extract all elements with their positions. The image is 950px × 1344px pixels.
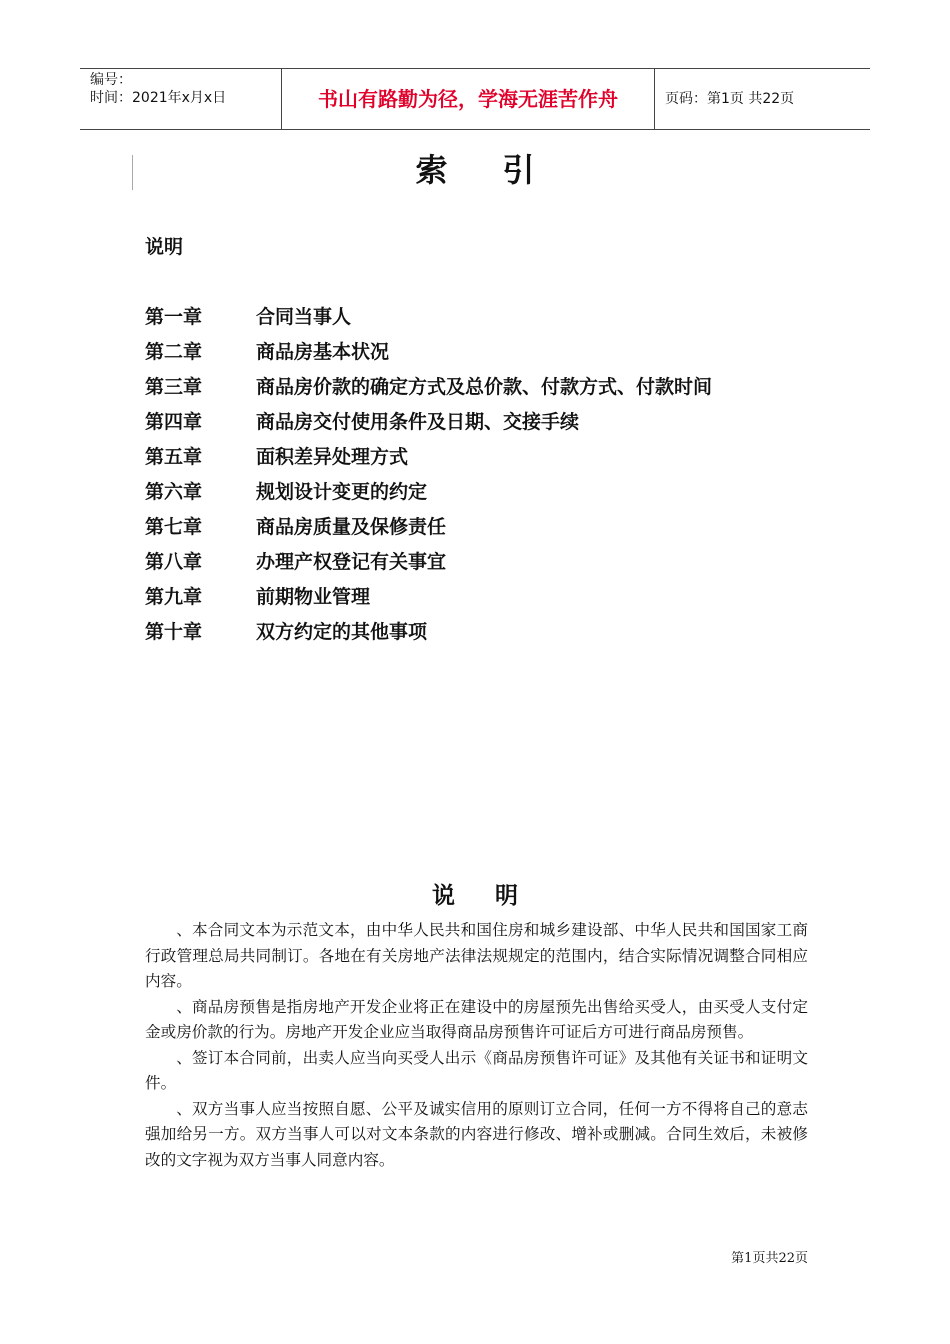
toc-item bbox=[145, 510, 712, 545]
toc-chapter-title: 办理产权登记有关事宜 bbox=[256, 551, 447, 573]
toc-chapter-number: 第一章 bbox=[145, 306, 203, 328]
header-motto: 书山有路勤为径，学海无涯苦作舟 bbox=[318, 87, 618, 111]
toc-chapter-number: 第八章 bbox=[145, 551, 203, 573]
toc-chapter-number: 第三章 bbox=[145, 376, 203, 398]
toc-chapter-title: 规划设计变更的约定 bbox=[256, 481, 428, 503]
section-title: 说明 bbox=[432, 883, 558, 909]
header-meta bbox=[90, 71, 226, 107]
toc-chapter-number: 第五章 bbox=[145, 446, 203, 468]
explanation-body bbox=[145, 918, 808, 1173]
header-time: 时间：2021年x月x日 bbox=[90, 90, 227, 106]
toc-chapter-title: 双方约定的其他事项 bbox=[256, 621, 428, 643]
toc-chapter-title: 面积差异处理方式 bbox=[256, 446, 409, 468]
toc-chapter-number: 第十章 bbox=[145, 621, 203, 643]
table-of-contents bbox=[145, 300, 712, 650]
paragraph: 、本合同文本为示范文本，由中华人民共和国住房和城乡建设部、中华人民共和国国家工商行政管理总局共同制订。各地在有关房地产法律法规规定的范围内，结合实际情况调整合同相应内容。 bbox=[145, 921, 808, 990]
toc-chapter-title: 商品房基本状况 bbox=[256, 341, 390, 363]
toc-item bbox=[145, 405, 712, 440]
toc-item bbox=[145, 615, 712, 650]
header-divider bbox=[654, 69, 655, 129]
paragraph: 、双方当事人应当按照自愿、公平及诚实信用的原则订立合同，任何一方不得将自己的意志强加给另一方。双方当事人可以对文本条款的内容进行修改、增补或删减。合同生效后，未被修改的文字视为双方当事人同意内容。 bbox=[145, 1099, 808, 1169]
toc-chapter-title: 合同当事人 bbox=[256, 306, 352, 328]
toc-chapter-number: 第六章 bbox=[145, 481, 203, 503]
page-title: 索引 bbox=[415, 151, 590, 189]
toc-chapter-title: 前期物业管理 bbox=[256, 586, 371, 608]
header-page-info: 页码：第1页 共22页 bbox=[665, 91, 795, 107]
page-footer: 第1页共22页 bbox=[731, 1251, 808, 1266]
toc-chapter-title: 商品房质量及保修责任 bbox=[256, 516, 447, 538]
toc-chapter-title: 商品房价款的确定方式及总价款、付款方式、付款时间 bbox=[256, 376, 713, 398]
toc-item bbox=[145, 580, 712, 615]
toc-item bbox=[145, 475, 712, 510]
toc-item bbox=[145, 300, 712, 335]
toc-item bbox=[145, 440, 712, 475]
paragraph: 、签订本合同前，出卖人应当向买受人出示《商品房预售许可证》及其他有关证书和证明文件。 bbox=[145, 1048, 808, 1092]
toc-chapter-title: 商品房交付使用条件及日期、交接手续 bbox=[256, 411, 580, 433]
toc-item bbox=[145, 335, 712, 370]
explanation-label: 说明 bbox=[145, 236, 184, 258]
toc-chapter-number: 第四章 bbox=[145, 411, 203, 433]
page-header bbox=[80, 68, 870, 130]
toc-chapter-number: 第七章 bbox=[145, 516, 203, 538]
toc-item bbox=[145, 370, 712, 405]
paragraph: 、商品房预售是指房地产开发企业将正在建设中的房屋预先出售给买受人，由买受人支付定金或房价款的行为。房地产开发企业应当取得商品房预售许可证后方可进行商品房预售。 bbox=[145, 997, 808, 1041]
toc-item bbox=[145, 545, 712, 580]
toc-chapter-number: 第二章 bbox=[145, 341, 203, 363]
header-number: 编号： bbox=[90, 72, 132, 88]
toc-chapter-number: 第九章 bbox=[145, 586, 203, 608]
